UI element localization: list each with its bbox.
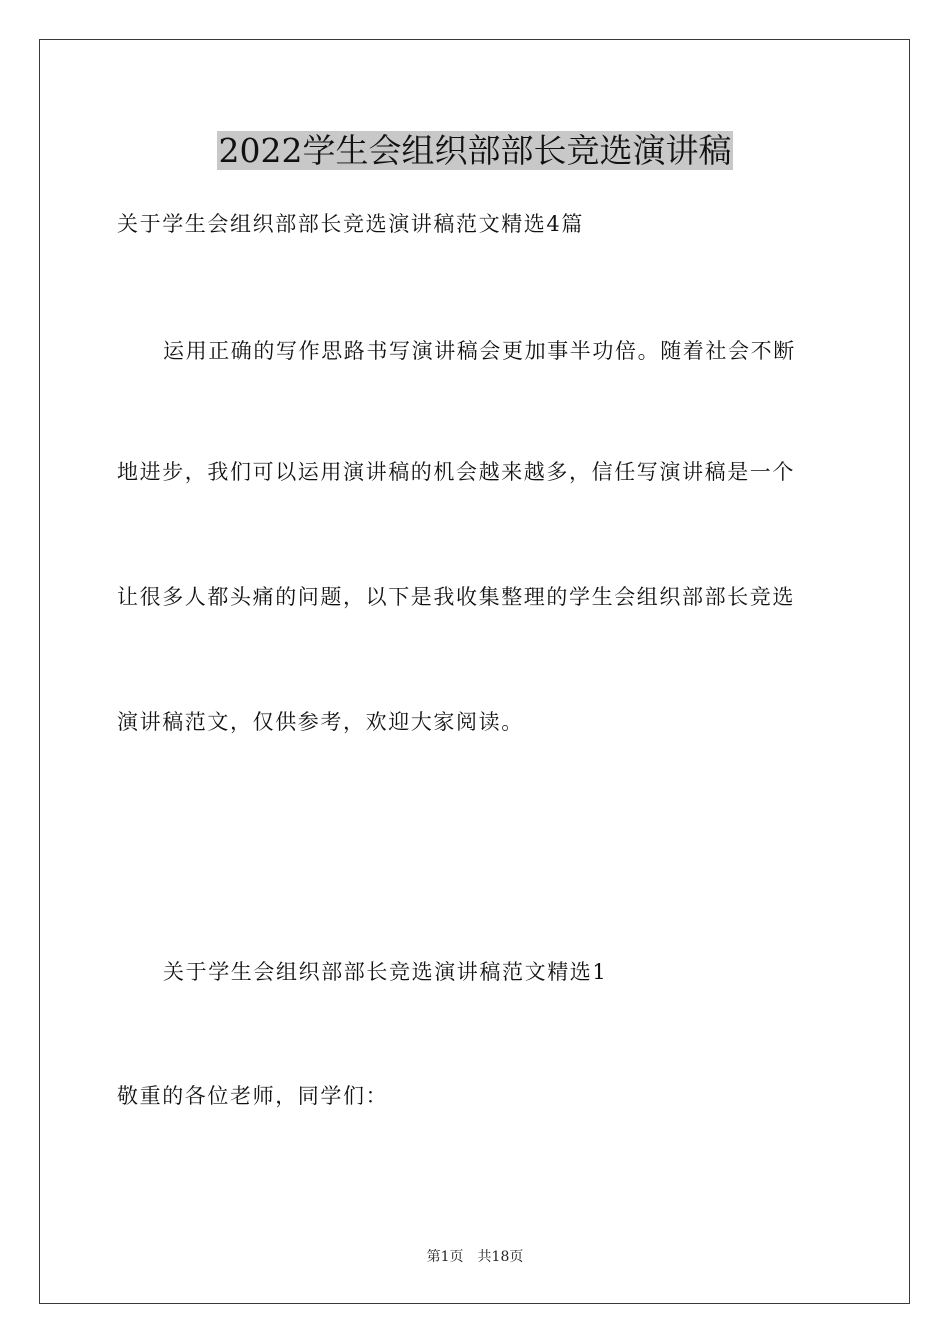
- document-title-text: 2022学生会组织部部长竞选演讲稿: [218, 131, 732, 170]
- document-subtitle: 关于学生会组织部部长竞选演讲稿范文精选4篇: [117, 212, 584, 236]
- paragraph-line: 让很多人都头痛的问题，以下是我收集整理的学生会组织部部长竞选: [117, 585, 795, 609]
- paragraph-line: 演讲稿范文，仅供参考，欢迎大家阅读。: [117, 710, 524, 734]
- section-heading: 关于学生会组织部部长竞选演讲稿范文精选1: [163, 960, 608, 984]
- paragraph-line: 地进步，我们可以运用演讲稿的机会越来越多，信任写演讲稿是一个: [117, 460, 795, 484]
- page-total: 共18页: [477, 1249, 524, 1265]
- page-number: 第1页: [426, 1249, 464, 1265]
- page-footer: [0, 1247, 950, 1267]
- document-title: [0, 126, 950, 176]
- salutation: 敬重的各位老师，同学们：: [117, 1084, 389, 1108]
- paragraph-line: 运用正确的写作思路书写演讲稿会更加事半功倍。随着社会不断: [163, 339, 796, 363]
